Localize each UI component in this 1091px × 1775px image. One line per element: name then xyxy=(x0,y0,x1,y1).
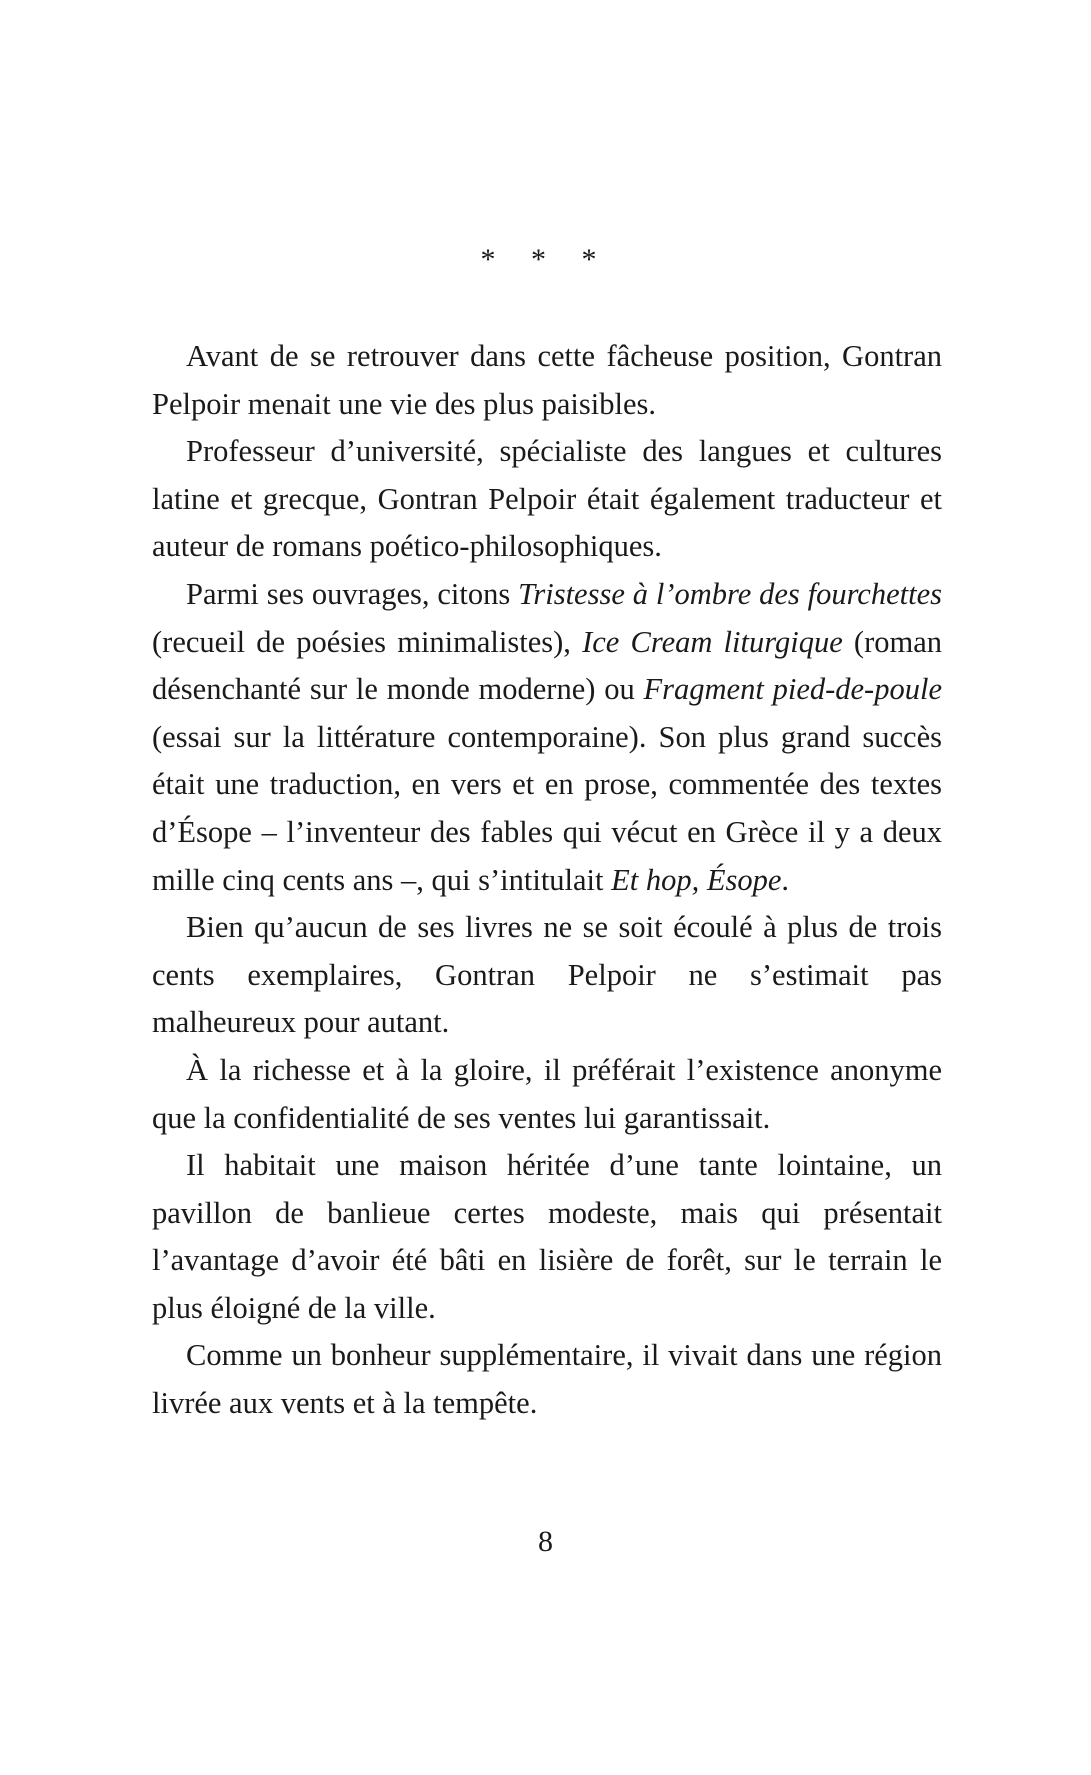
book-title-et-hop: Et hop, Ésope xyxy=(611,862,782,897)
paragraph-4: Bien qu’aucun de ses livres ne se soit écoulé à plus de trois cents exemplaires, Gontran Pelpoir ne s’estimait pas malheureux pour autant. xyxy=(152,910,942,1040)
book-title-ice-cream: Ice Cream liturgique xyxy=(582,624,843,659)
paragraph-7: Comme un bonheur supplémentaire, il vivait dans une région livrée aux vents et à la tempête. xyxy=(152,1338,942,1421)
paragraph-3-text-4: (essai sur la littérature contemporaine). Son plus grand succès était une traduction, en vers et en prose, commentée des textes d’Ésope – l’inventeur des fables qui vécut en Grèce il y a deux mille cinq cents ans –, qui s’intitulait xyxy=(152,719,942,897)
paragraph-3-text-1: Parmi ses ouvrages, citons xyxy=(186,576,519,611)
book-title-fragment: Fragment pied-de-poule xyxy=(643,672,942,707)
paragraph-1: Avant de se retrouver dans cette fâcheuse position, Gontran Pelpoir menait une vie des plus paisibles. xyxy=(152,339,942,421)
book-title-tristesse: Tristesse à l’ombre des fourchettes xyxy=(518,576,942,611)
paragraph-3-text-3: (roman désenchanté sur le monde moderne) ou xyxy=(152,624,942,707)
paragraph-3-text-5: . xyxy=(781,862,790,897)
section-separator: * * * xyxy=(480,243,611,276)
paragraph-6: Il habitait une maison héritée d’une tante lointaine, un pavillon de banlieue certes modeste, mais qui présentait l’avantage d’avoir été bâti en lisière de forêt, sur le terrain le plus éloigné de la ville. xyxy=(152,1148,942,1325)
paragraph-5: À la richesse et à la gloire, il préférait l’existence anonyme que la confidentialité de ses ventes lui garantissait. xyxy=(152,1052,942,1135)
paragraph-3 xyxy=(152,571,942,904)
page-number: 8 xyxy=(538,1525,553,1558)
paragraph-2: Professeur d’université, spécialiste des langues et cultures latine et grecque, Gontran Pelpoir était également traducteur et auteur de romans poético-philosophiques. xyxy=(152,434,942,564)
body-text xyxy=(152,333,942,1428)
paragraph-3-text-2: (recueil de poésies minimalistes), xyxy=(152,624,583,659)
